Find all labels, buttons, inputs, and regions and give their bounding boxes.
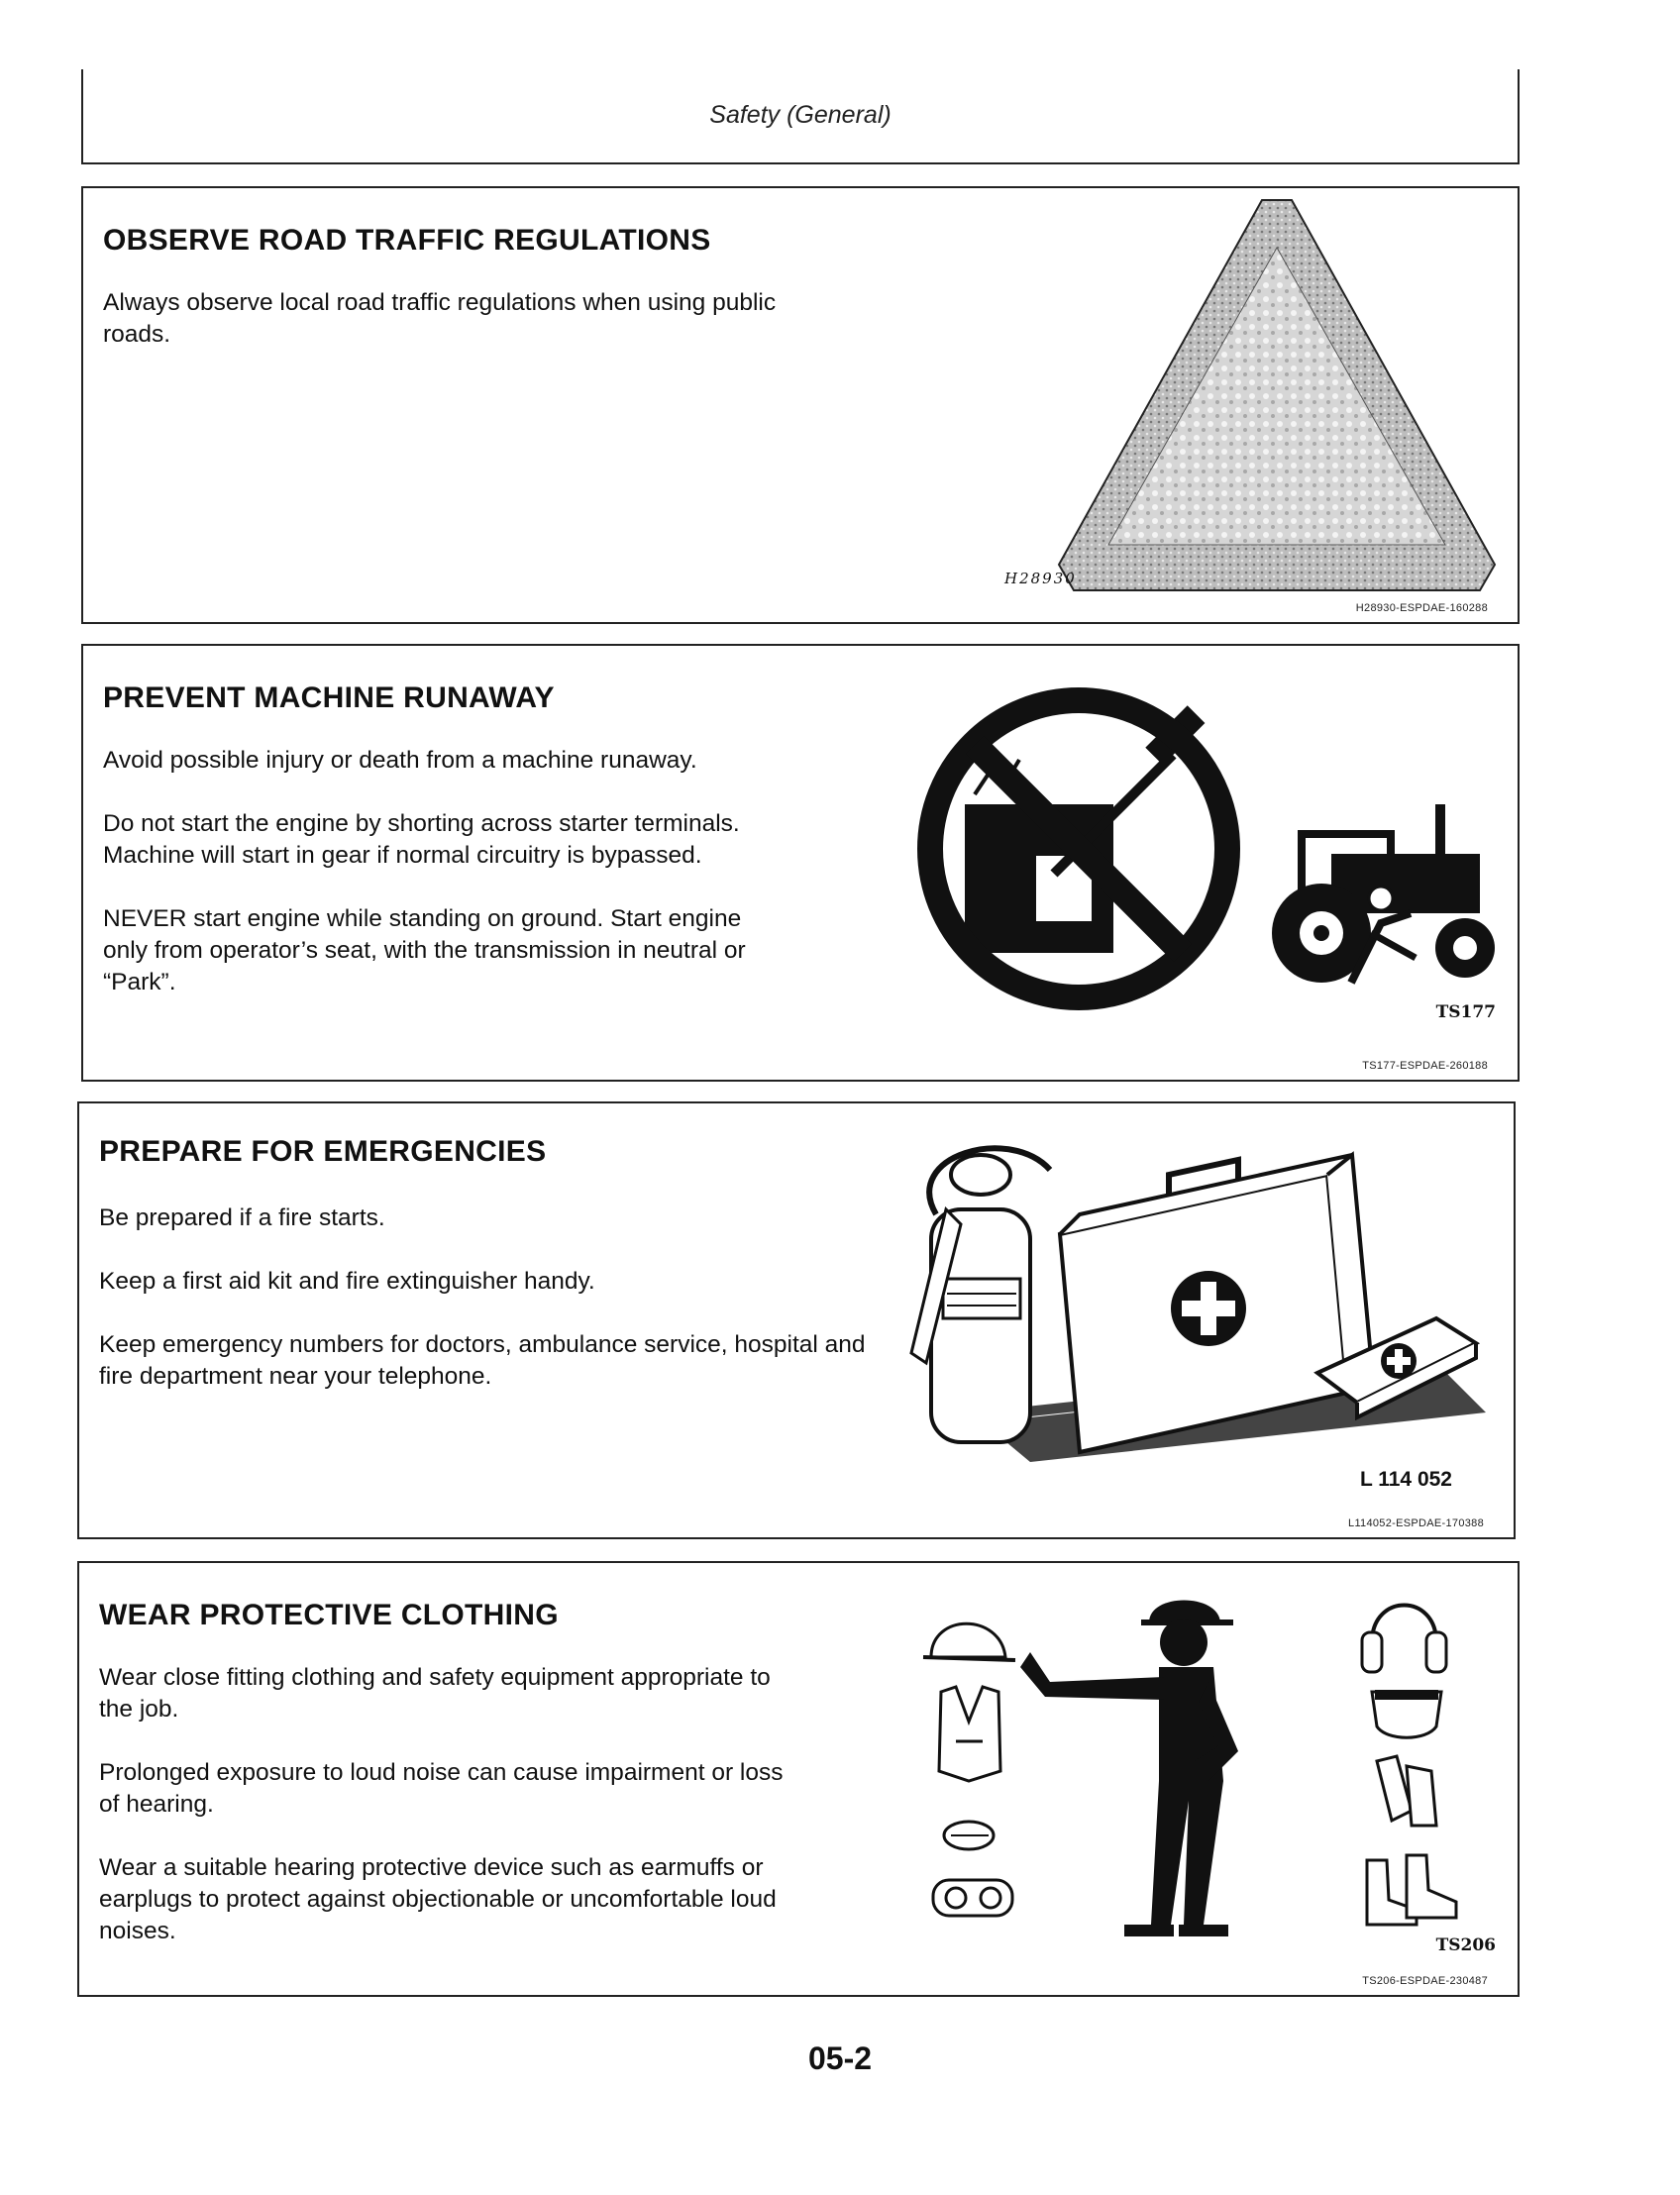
gloves-icon [1377, 1756, 1436, 1826]
figure-code: H28930 [1004, 570, 1077, 587]
figure-code: TS177 [1435, 1002, 1496, 1022]
section-body [99, 1662, 792, 1979]
reference-code: TS177-ESPDAE-260188 [1362, 1060, 1488, 1072]
section-paragraph: Keep emergency numbers for doctors, ambulance service, hospital and fire department near your telephone. [99, 1331, 866, 1390]
section-paragraph: Wear a suitable hearing protective device such as earmuffs or earplugs to protect against objectionable or uncomfortable loud noises. [99, 1854, 777, 1944]
no-bypass-start-illustration [915, 685, 1510, 1012]
worker-figure [1020, 1601, 1238, 1937]
section-paragraph: Always observe local road traffic regulations when using public roads. [103, 289, 777, 348]
page-number: 05-2 [807, 2040, 873, 2076]
section-emergencies [77, 1101, 1516, 1539]
section-road-traffic [81, 186, 1520, 624]
ear-muffs-icon [1362, 1606, 1446, 1673]
section-body [103, 287, 816, 382]
face-shield-icon [1372, 1690, 1441, 1737]
safety-vest-icon [939, 1687, 1000, 1781]
protective-equipment-illustration [911, 1583, 1486, 1949]
section-title: OBSERVE ROAD TRAFFIC REGULATIONS [103, 224, 711, 257]
header-title: Safety (General) [709, 101, 892, 129]
section-paragraph: NEVER start engine while standing on ground. Start engine only from operator’s seat, with the transmission in neutral or “Park”. [103, 905, 746, 995]
section-paragraph: Do not start the engine by shorting across starter terminals. Machine will start in gear if normal circuitry is bypassed. [103, 810, 740, 869]
section-paragraph: Avoid possible injury or death from a machine runaway. [103, 747, 697, 774]
section-protective-clothing [77, 1561, 1520, 1997]
fire-extinguisher-first-aid-illustration [882, 1115, 1496, 1472]
earplugs-icon [944, 1822, 994, 1849]
section-title: PREPARE FOR EMERGENCIES [99, 1135, 547, 1168]
section-title: PREVENT MACHINE RUNAWAY [103, 681, 555, 714]
section-paragraph: Keep a first aid kit and fire extinguisher handy. [99, 1268, 595, 1295]
figure-code: L 114 052 [1359, 1468, 1452, 1491]
hard-hat-icon [923, 1623, 1015, 1660]
reference-code: TS206-ESPDAE-230487 [1362, 1975, 1488, 1987]
section-body [103, 745, 787, 1030]
goggles-icon [933, 1880, 1012, 1916]
reference-code: H28930-ESPDAE-160288 [1355, 602, 1488, 614]
safety-boots-icon [1367, 1855, 1456, 1925]
section-machine-runaway [81, 644, 1520, 1082]
section-paragraph: Be prepared if a fire starts. [99, 1204, 385, 1231]
slow-moving-vehicle-sign-illustration [1054, 198, 1500, 594]
section-paragraph: Wear close fitting clothing and safety equipment appropriate to the job. [99, 1664, 771, 1723]
section-title: WEAR PROTECTIVE CLOTHING [99, 1599, 559, 1631]
reference-code: L114052-ESPDAE-170388 [1348, 1517, 1484, 1529]
figure-code: TS206 [1435, 1935, 1496, 1955]
running-header [81, 69, 1520, 164]
section-body [99, 1202, 882, 1424]
section-paragraph: Prolonged exposure to loud noise can cause impairment or loss of hearing. [99, 1759, 784, 1818]
